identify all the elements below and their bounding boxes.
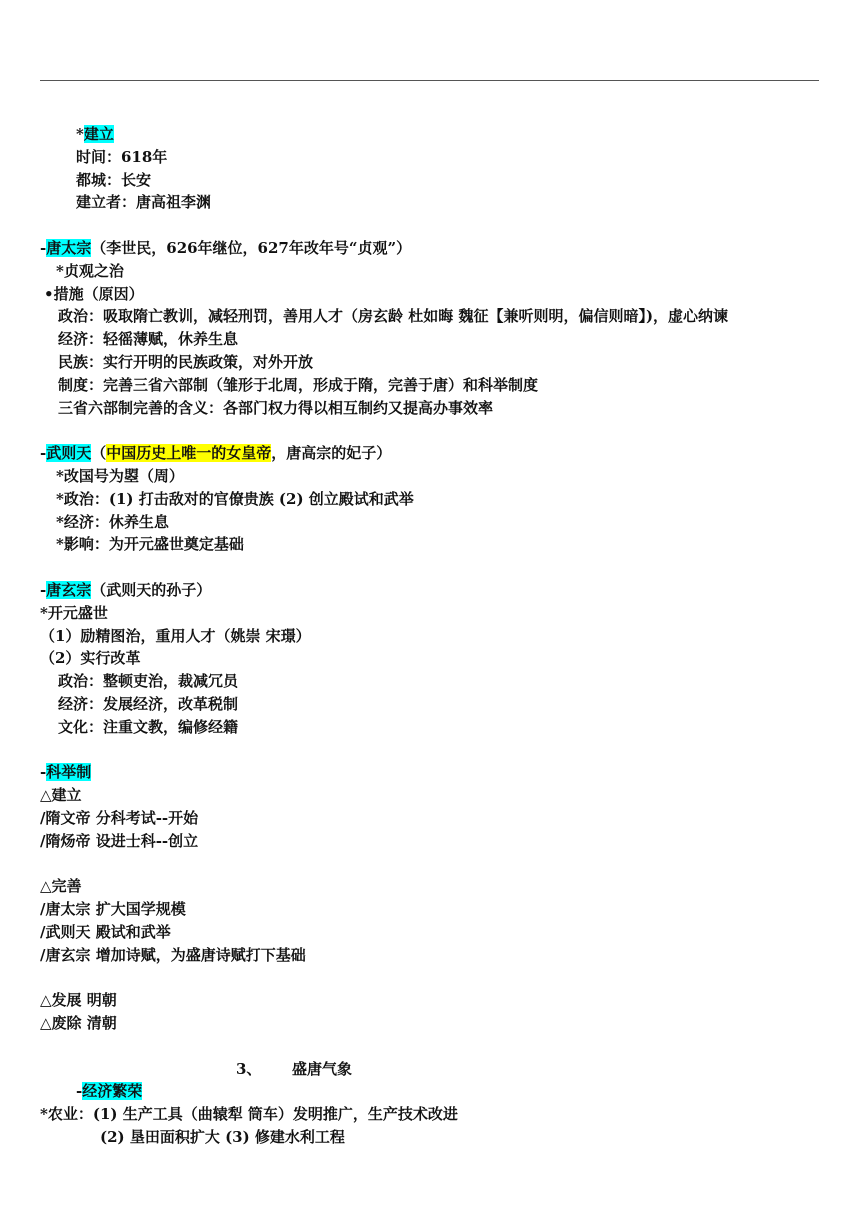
text-line: △建立 [40, 786, 82, 805]
text-line: /隋炀帝 设进士科--创立 [40, 831, 199, 850]
heading-imperial-exam: -科举制 [40, 763, 92, 782]
text-line: *改国号为曌（周） [56, 466, 184, 485]
text-line: *农业：(1) 生产工具（曲辕犁 筒车）发明推广，生产技术改进 [40, 1105, 458, 1124]
heading-tang-taizong: -唐太宗（李世民，626年继位，627年改年号“贞观”） [40, 238, 412, 257]
text-line: 制度：完善三省六部制（雏形于北周，形成于隋，完善于唐）和科举制度 [58, 375, 539, 394]
text-line: 民族：实行开明的民族政策，对外开放 [58, 352, 314, 371]
text-line: /隋文帝 分科考试--开始 [40, 808, 199, 827]
text-line: *开元盛世 [40, 603, 108, 622]
text-line: （1）励精图治，重用人才（姚崇 宋璟） [40, 626, 311, 645]
text-line: 建立者：唐高祖李渊 [76, 193, 212, 212]
text-line: *贞观之治 [56, 261, 124, 280]
text-line: *政治：(1) 打击敌对的官僚贵族 (2) 创立殿试和武举 [56, 489, 414, 508]
section-title: 3、 盛唐气象 [236, 1059, 353, 1078]
text-line: △废除 清朝 [40, 1014, 117, 1033]
text-line: 都城：长安 [76, 170, 152, 189]
text-line: 时间：618年 [76, 147, 168, 166]
text-line: /武则天 殿试和武举 [40, 922, 171, 941]
text-line: 经济：轻徭薄赋，休养生息 [58, 330, 239, 349]
text-line: •措施（原因） [44, 284, 144, 303]
text-line: △完善 [40, 877, 82, 896]
text-line: （2）实行改革 [40, 649, 141, 668]
text-line: 文化：注重文教，编修经籍 [58, 717, 239, 736]
document-body [40, 123, 820, 1149]
text-line: *经济：休养生息 [56, 512, 169, 531]
text-line: /唐玄宗 增加诗赋，为盛唐诗赋打下基础 [40, 945, 306, 964]
text-line: 三省六部制完善的含义：各部门权力得以相互制约又提高办事效率 [58, 398, 494, 417]
text-line: (2) 垦田面积扩大 (3) 修建水利工程 [100, 1128, 345, 1147]
heading-establish: *建立 [76, 125, 114, 143]
text-line: △发展 明朝 [40, 991, 117, 1010]
text-line: /唐太宗 扩大国学规模 [40, 900, 186, 919]
text-line: 政治：整顿吏治，裁减冗员 [58, 672, 239, 691]
heading-wu-zetian: -武则天（中国历史上唯一的女皇帝，唐高宗的妃子） [40, 444, 392, 463]
heading-economy: -经济繁荣 [76, 1082, 143, 1101]
text-line: 政治：吸取隋亡教训，减轻刑罚，善用人才（房玄龄 杜如晦 魏征【兼听则明，偏信则暗】)，虚心纳谏 [58, 307, 729, 326]
header-rule [40, 80, 819, 81]
heading-tang-xuanzong: -唐玄宗（武则天的孙子） [40, 580, 212, 599]
text-line: *影响：为开元盛世奠定基础 [56, 535, 244, 554]
text-line: 经济：发展经济，改革税制 [58, 694, 239, 713]
